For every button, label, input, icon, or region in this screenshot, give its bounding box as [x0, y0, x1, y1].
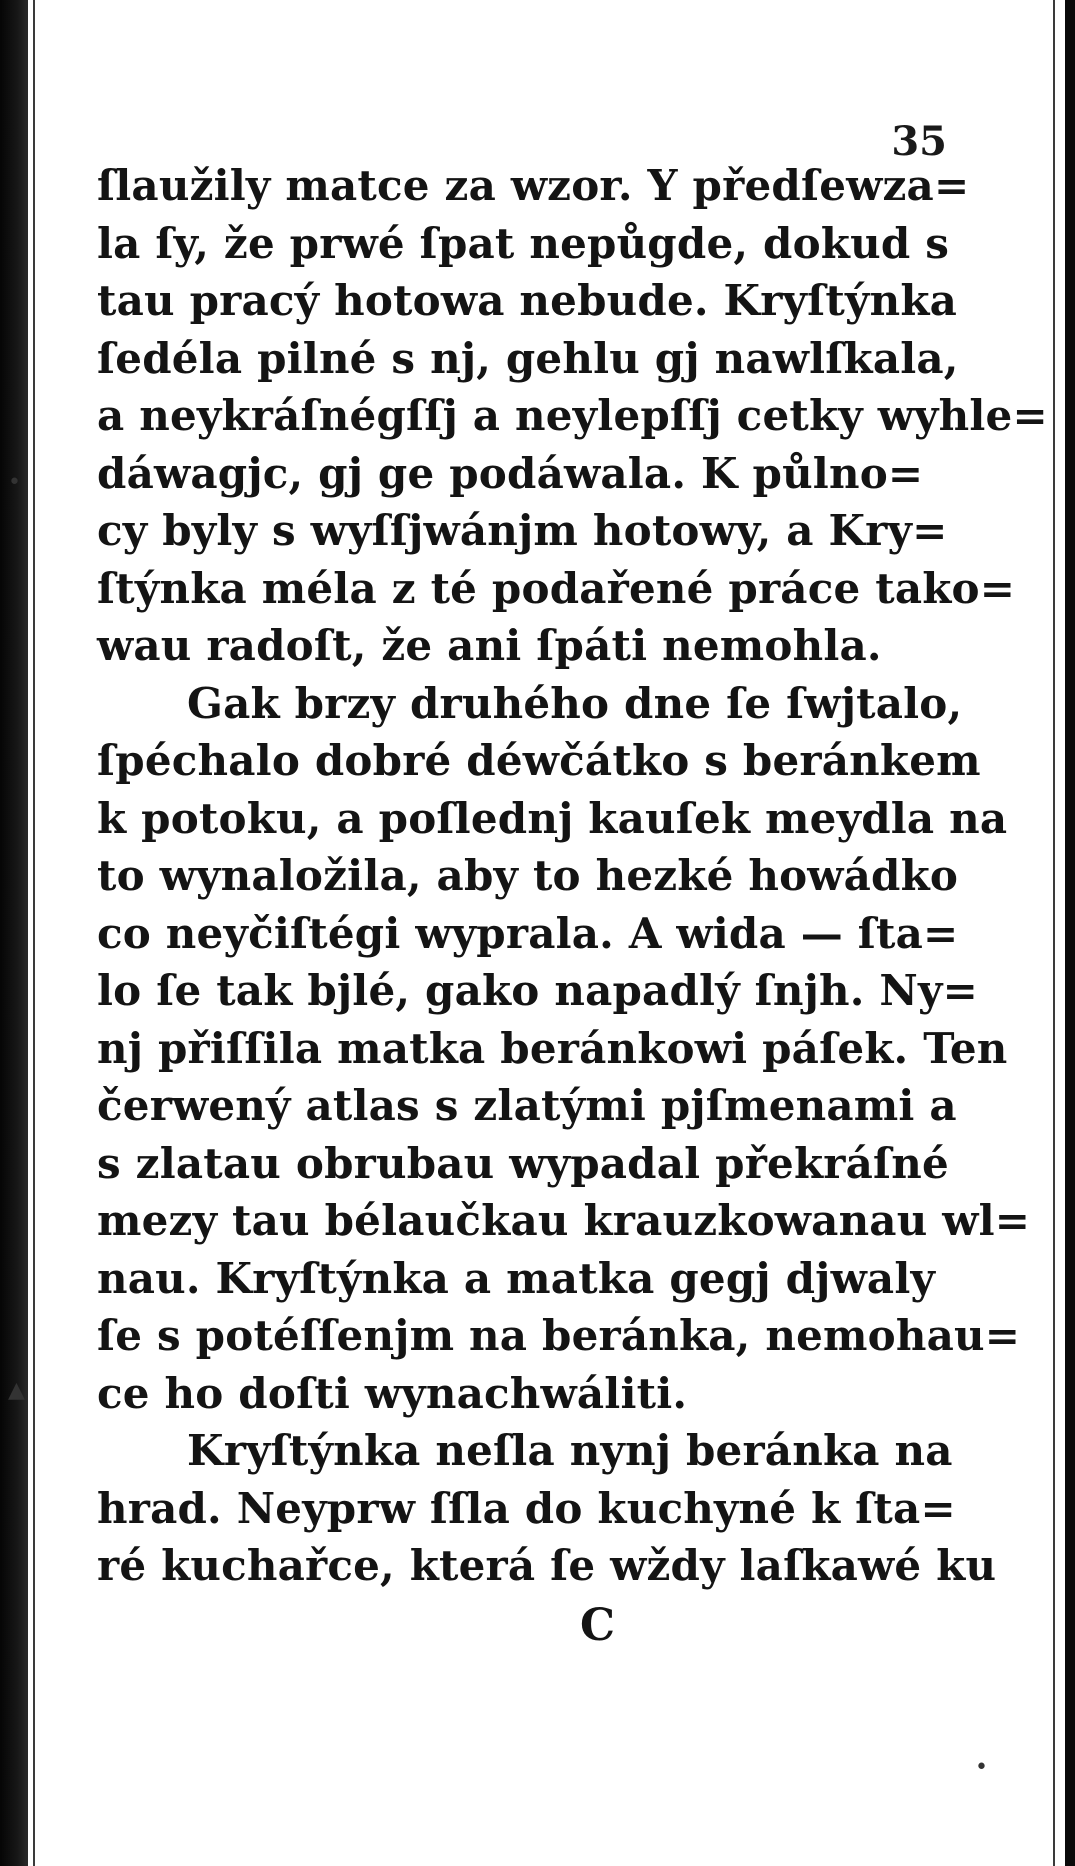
text-line: ſpéchalo dobré déwčátko s beránkem — [97, 736, 981, 785]
text-line: nj přiſſila matka beránkowi páſek. Ten — [97, 1023, 1008, 1073]
text-line: wau radoſt, že ani ſpáti nemohla. — [97, 621, 882, 670]
catchword: C — [580, 1600, 616, 1651]
text-line: ce ho doſti wynachwáliti. — [97, 1368, 688, 1418]
page-number: 35 — [891, 118, 947, 165]
text-line: ſlaužily matce za wzor. Y předſewza= — [97, 161, 970, 210]
margin-arrow-icon: ▲ — [8, 1378, 25, 1403]
scan-right-border — [1065, 0, 1075, 1866]
speck-mark: • — [975, 1755, 988, 1780]
text-line: a neykráſnégſſj a neylepſſj cetky wyhle= — [97, 391, 1048, 440]
text-line: tau pracý hotowa nebude. Kryſtýnka — [97, 276, 958, 325]
text-line: cy byly s wyſſjwánjm hotowy, a Kry= — [97, 506, 948, 555]
text-line: ſtýnka méla z té podařené práce tako= — [97, 563, 1016, 613]
text-line: la ſy, že prwé ſpat nepůgde, dokud s — [97, 218, 950, 268]
text-line: s zlatau obrubau wypadal překráſné — [97, 1138, 949, 1188]
body-text — [97, 157, 1048, 1595]
scan-left-border — [0, 0, 28, 1866]
text-line: hrad. Neyprw ſſla do kuchyné k ſta= — [97, 1483, 956, 1533]
text-line: lo ſe tak bjlé, gako napadlý ſnjh. Ny= — [97, 966, 978, 1015]
text-line: mezy tau bélaučkau krauzkowanau wl= — [97, 1196, 1031, 1245]
text-line: Gak brzy druhého dne ſe ſwjtalo, — [187, 678, 963, 728]
text-line: ſedéla pilné s nj, gehlu gj nawlſkala, — [97, 333, 959, 383]
text-line: ſe s potéſſenjm na beránka, nemohau= — [97, 1311, 1021, 1360]
text-line: dáwagjc, gj ge podáwala. K půlno= — [97, 448, 924, 498]
text-line: ré kuchařce, která ſe wždy laſkawé ku — [97, 1541, 997, 1590]
text-line: k potoku, a poſlednj kauſek meydla na — [97, 793, 1008, 843]
margin-mark: • — [8, 470, 21, 495]
text-line: nau. Kryſtýnka a matka gegj djwaly — [97, 1253, 936, 1303]
scan-right-rule — [1053, 0, 1055, 1866]
text-line: Kryſtýnka neſla nynj beránka na — [187, 1426, 953, 1475]
scan-left-rule — [33, 0, 35, 1866]
text-line: co neyčiſtégi wyprala. A wida — ſta= — [97, 908, 959, 958]
text-line: čerwený atlas s zlatými pjſmenami a — [97, 1081, 957, 1130]
text-line: to wynaložila, aby to hezké howádko — [97, 851, 959, 900]
